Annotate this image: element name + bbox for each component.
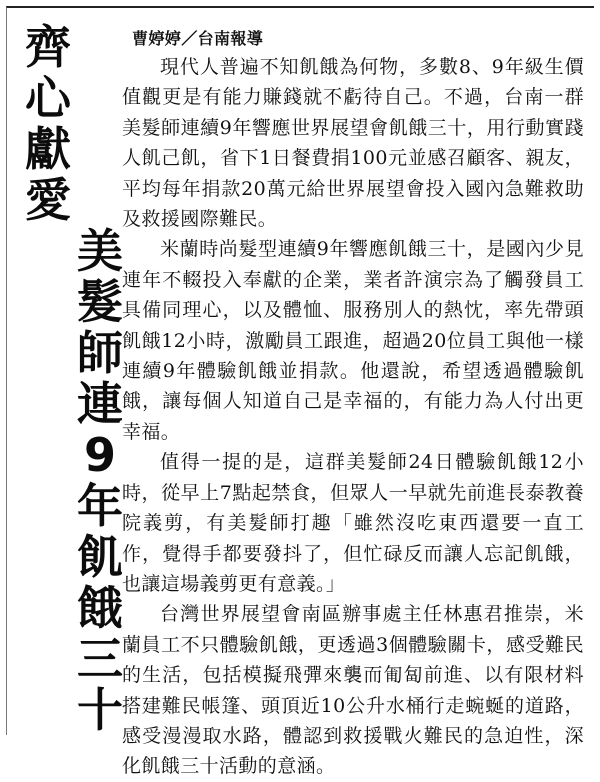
byline: 曹婷婷／台南報導 — [132, 29, 264, 48]
headline-line-1: 齊心獻愛 — [25, 20, 71, 227]
paragraph-1: 現代人普遍不知飢餓為何物，多數8、9年級生價值觀更是有能力賺錢就不虧待自己。不過，台南一群美髮師連續9年響應世界展望會飢餓三十，用行動實踐人飢己飢，省下1日餐費捐100元並感召顧客、親友，平均每年捐款20萬元給世界展望會投入國內急難救助及救援國際難民。 — [122, 56, 584, 231]
article-body — [122, 28, 584, 782]
headline-line-2: 美髮師連9年飢餓三十 — [77, 224, 123, 737]
paragraph-2: 米蘭時尚髮型連續9年響應飢餓三十，是國內少見連年不輟投入奉獻的企業，業者許演宗為了觸發員工具備同理心，以及體恤、服務別人的熱忱，率先帶頭飢餓12小時，激勵員工跟進，超過20位員工與他一樣連續9年體驗飢餓並捐款。他還說，希望透過體驗飢餓，讓每個人知道自己是幸福的，有能力為人付出更幸福。 — [122, 238, 584, 443]
paragraph-4: 台灣世界展望會南區辦事處主任林惠君推崇，米蘭員工不只體驗飢餓，更透過3個體驗關卡，感受難民的生活，包括模擬飛彈來襲而匍匐前進、以有限材料搭建難民帳篷、頭頂近10公升水桶行走蜿蜒的道路，感受漫漫取水路，體認到救援戰火難民的急迫性，深化飢餓三十活動的意涵。 — [122, 603, 584, 778]
paragraph-3: 值得一提的是，這群美髮師24日體驗飢餓12小時，從早上7點起禁食，但眾人一早就先前進長泰教養院義剪，有美髮師打趣「雖然沒吃東西還要一直工作，覺得手都要發抖了，但忙碌反而讓人忘記飢餓，也讓這場義剪更有意義。」 — [122, 451, 584, 595]
